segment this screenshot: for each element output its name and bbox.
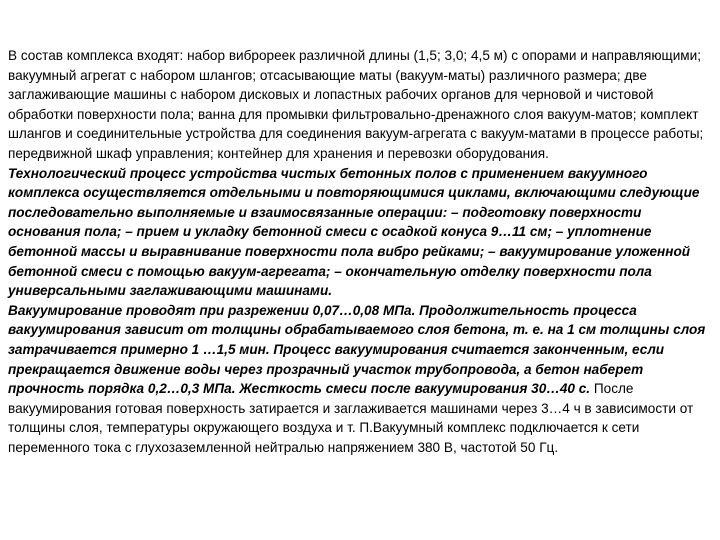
- slide-text-body: [8, 46, 712, 457]
- vacuum-regular-text: После вакуумирования готовая поверхность затирается и заглаживается машинами через 3…4 ч в зависимости от толщины слоя, температуры окружающего воздуха и т. П.Вакуумный комплекс подключается к сети переменного тока с глухозаземленной нейтралью напряжением 380 В, частотой 50 Гц.: [8, 381, 694, 455]
- vacuum-bold-text: Вакуумирование проводят при разрежении 0,07…0,08 МПа. Продолжительность процесса вакуумирования зависит от толщины обрабатываемого слоя бетона, т. е. на 1 см толщины слоя затрачивается примерно 1 …1,5 мин. Процесс вакуумирования считается законченным, если прекращается движение воды через прозрачный участок трубопровода, а бетон наберет прочность порядка 0,2…0,3 МПа. Жесткость смеси после вакуумирования 30…40 с.: [8, 302, 706, 397]
- process-paragraph: Технологический процесс устройства чистых бетонных полов с применением вакуумного комплекса осуществляется отдельными и повторяющимися циклами, включающими следующие последовательно выполняемые и взаимосвязанные операции: – подготовку поверхности основания пола; – прием и укладку бетонной смеси с осадкой конуса 9…11 см; – уплотнение бетонной массы и выравнивание поверхности пола вибро рейками; – вакуумирование уложенной бетонной смеси с помощью вакуум-агрегата; – окончательную отделку поверхности пола универсальными заглаживающими машинами.: [8, 165, 700, 299]
- vacuum-paragraph: [8, 301, 712, 458]
- equipment-paragraph: В состав комплекса входят: набор виброреек различной длины (1,5; 3,0; 4,5 м) с опорами и направляющими; вакуумный агрегат с набором шлангов; отсасывающие маты (вакуум-маты) различного размера; две заглаживающие машины с набором дисковых и лопастных рабочих органов для черновой и чистовой обработки поверхности пола; ванна для промывки фильтровально-дренажного слоя вакуум-матов; комплект шлангов и соединительные устройства для соединения вакуум-агрегата с вакуум-матами в процессе работы; передвижной шкаф управления; контейнер для хранения и перевозки оборудования.: [8, 48, 704, 161]
